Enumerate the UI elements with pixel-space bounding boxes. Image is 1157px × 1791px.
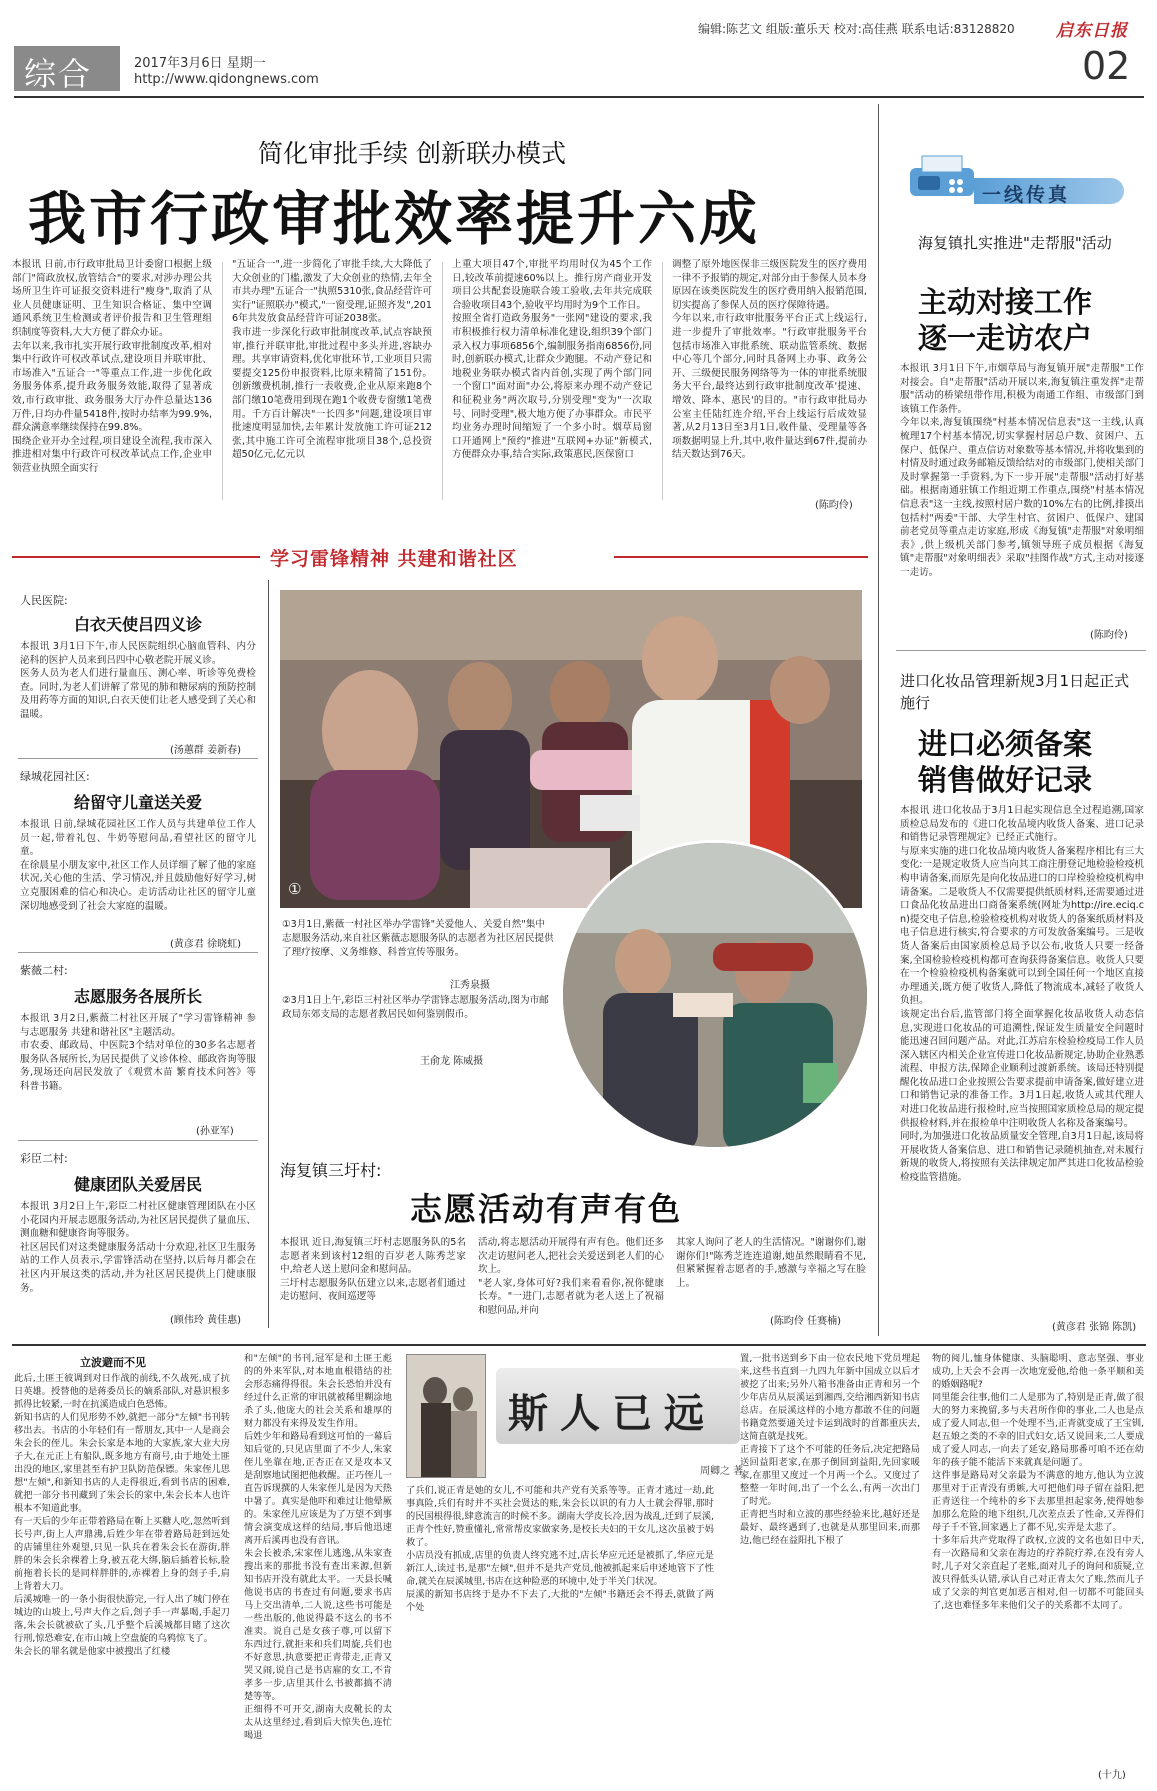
serial-top-rule bbox=[12, 1344, 1146, 1346]
lead-col-divider bbox=[442, 262, 443, 500]
lead-author: (陈昀伶) bbox=[815, 500, 853, 511]
serial-col-1: 此后,土匪王彼调到对日作战的前线,不久战死,成了抗日英雄。授替他的是蒋委员长的嫡系部队,对悬识根多抓得比较紧,一时在抗溪造成白色恐怖。 新知书店的人们见形势不妙,就把一部分"左倾"书刊转移出去。书店的小年轻们有一帮朋友,其中一人是商会朱会长的侄儿。朱会长家是本地的大家族,家大业大房子大,在元正上有船队,既多地方有商号,由于地处土匪出没的地区,家里甚至有护卫队防范保镖。朱家侄儿思想"左倾",和新知书店的人走得很近,看到书店的困难,就把一部分书刊藏到了朱会长的家中,朱会长本人也许根本不知道此事。 有一天后的少年正带着路局在靳上买糖人吃,忽然听到长号声,街上人声鼎沸,后姓少年在带着路局赶到远处的店铺里往外观望,只见一队兵在着朱会长在游街,胖胖的朱会长余裸着上身,被五花大绑,脑后插着长标,脸前拖着长长的是同样胖胖的,赤裸着上身的刽子手,肩上背着大刀。 后溪城唯一的一条小街很快游完,一行人出了城门停在城边的山坡上,号声大作之后,刽子手一声暴喝,手起刀落,朱会长就被砍了头,几乎整个后溪城都目睹了这次行刑,惊恐难安,在市山城上空盘旋的乌鸦惊飞了。 朱会长的罪名就是他家中被搜出了红楼 bbox=[14, 1373, 230, 1657]
serial-col-5: 物的阅儿,恤身体健康、头脑聪明、意志坚强、事业成功,上天会不会再一次地宠爱他,给他一条平顺和美的婚姻路呢? 同里能会往事,他们二人是那为了,特别是正青,做了很大的努力来挽留,多与夫君所作仰的事业,二人也是点成了爱人同志,但一个处理不当,正青就变成了王宝钏,赵五娘之类的不幸的旧式妇女,话又说回来,二人要成成了爱人同志,一向去了延安,路局那番可咱不还在幼年的孩子能不能活下来就真是问题了。 这件事是路局对父亲最为不满意的地方,他认为立波那里对于正青没有勇嫉,大可把他们母子留在益阳,把正青送往一个纯朴的乡下去那里担起家务,使得她参加那么危险的地下组织,几次差点丢了性命,又弄得们母子千不管,回家遇上了都不见,实弄是太悲了。 十多年后共产党取得了政权,立波的文名也如日中天,有一次路局和父亲在海边的疗养院疗养,在没有旁人时,儿子对父亲直起了老账,面对儿子的询问和质疑,立波只得低头认错,承认自己对正青太欠了账,然而儿子成了父亲的判官更加恶言相对,但一切都不可能回头了,这也难怪多年来他们父子的关系都不太同了。 bbox=[932, 1353, 1144, 1611]
serial-author: 周卿之 著 bbox=[700, 1466, 744, 1477]
village-dept: 海复镇三圩村: bbox=[280, 1161, 382, 1180]
lead-col-1: 本报讯 日前,市行政审批局卫计委窗口根据上级部门"简政放权,放管结合"的要求,对涉办理公共场所卫生许可证报交资料进行"瘦身",取消了从业人员健康证明、卫生知识合格证、集中空调通风系统卫生检测或者评价报告和卫生管理组织制度等资料,大大方便了群众办证。 去年以来,我市扎实开展行政审批制度改革,相对集中行政许可权改革试点,建设项目并联审批、市场准入"五证合一"等重点工作,进一步优化政务服务体系,提升政务服务效能,取得了显著成效,市行政审批、政务服务大厅办件总量达136万件,日均办件量5418件,按时办结率为99.9%,群众满意率继续保持在99.8%。 围绕企业开办全过程,项目建设全流程,我市深入推进相对集中行政许可权改革试点工作,企业申领营业执照全面实行 bbox=[12, 259, 212, 474]
side-story-divider bbox=[18, 952, 258, 953]
serial-heading: 立波避而不见 bbox=[80, 1356, 146, 1369]
section-label: 综合 bbox=[24, 55, 93, 93]
photo-credit-2: 王俞龙 陈威摄 bbox=[420, 1056, 484, 1067]
fax-icon bbox=[908, 154, 976, 198]
village-title: 志愿活动有声有色 bbox=[410, 1190, 683, 1228]
fax-story2-subtitle: 进口化妆品管理新规3月1日起正式施行 bbox=[900, 672, 1130, 712]
fax-story-divider bbox=[896, 650, 1146, 651]
side-story-author: (黄彦君 徐晓虹) bbox=[170, 939, 241, 950]
fax-story1-title-1: 主动对接工作 bbox=[918, 285, 1093, 319]
lead-col-3: 上重大项目47个,审批平均用时仅为45个工作日,较改革前提速60%以上。推行房产商业开发项目公共配套设施联合竣工验收,去年共完成联合验收项目43个,验收平均用时为9个工作日。 按照全省打造政务服务"一张网"建设的要求,我市积极推行权力清单标准化建设,组织39个部门录入权力事项6856个,编制服务指南6856份,同时,创新联办模式,让群众少跑腿。不动产登记和地税业务联办模式省内首创,实现了两个部门同一个窗口"面对面"办公,将原来办理不动产登记和征税业务"两次取号,分别受理"变为"一次取号、同时受理",极大地方便了办事群众。市民平均业务办理时间缩短了一个多小时。烟草局窗口开通网上"预约"推进"互联网+办证"新模式,方便群众办事,结合实际,政策惠民,医保窗口 bbox=[452, 259, 652, 461]
side-story-title: 白衣天使吕四义诊 bbox=[73, 615, 202, 634]
serial-episode: (十九) bbox=[1098, 1770, 1126, 1781]
side-story-dept: 紫薇二村: bbox=[20, 964, 68, 977]
side-story-body: 本报讯 3月2日上午,彩臣二村社区健康管理团队在小区小花园内开展志愿服务活动,为社区居民提供了量血压、测血糖和健康咨询等服务。 社区居民们对这类健康服务活动十分欢迎,社区卫生服务站的工作人员表示,学雷锋活动在坚持,以后每月都会在社区内开展这类的活动,并为社区居民提供上门健康服务。 bbox=[20, 1201, 256, 1294]
side-story-body: 本报讯 3月2日,紫薇二村社区开展了"学习雷锋精神 参与志愿服务 共建和谐社区"主题活动。 市农委、邮政局、中医院3个结对单位的30多名志愿者服务队各展所长,为居民提供了义诊体检、邮政咨询等服务,现场还向居民发放了《观赏木苗 繁育技术问答》等科普书籍。 bbox=[20, 1013, 256, 1092]
paper-name-logo: 启东日报 bbox=[1056, 21, 1128, 41]
banner-rule-right bbox=[614, 556, 868, 558]
fax-story2-title-1: 进口必须备案 bbox=[918, 727, 1093, 761]
photo-illustration bbox=[563, 843, 870, 1150]
side-story-body: 本报讯 日前,绿城花园社区工作人员与共建单位工作人员一起,带着礼包、牛奶等慰问品,看望社区的留守儿童。 在徐晨星小朋友家中,社区工作人员详细了解了他的家庭状况,关心他的生活、学习情况,并且鼓励他好好学习,树立克服困难的信心和决心。走访活动让社区的留守儿童深切地感受到了社会大家庭的温暖。 bbox=[20, 819, 256, 912]
fax-label: 一线传真 bbox=[982, 184, 1071, 206]
village-col-1: 本报讯 近日,海复镇三圩村志愿服务队的5名志愿者来到该村12组的百岁老人陈秀芝家中,给老人送上慰问金和慰问品。 三圩村志愿服务队伍建立以来,志愿者们通过走访慰问、夜间巡逻等 bbox=[280, 1237, 466, 1303]
fax-story1-body: 本报讯 3月1日下午,市烟草局与海复镇开展"走帮服"工作对接会。自"走帮服"活动开展以来,海复镇注重发挥"走帮服"活动的桥梁纽带作用,积极为南通工作组、市级部门到该镇工作条件。 今年以来,海复镇围绕"村基本情况信息表"这一主线,认真梳理17个村基本情况,切实掌握村居总户数、贫困户、五保户、低保户、重点信访对象数等基本情况,并将收集到的村情及时通过政务邮箱反馈给结对的市级部门,使相关部门及时掌握第一手资料,为下一步开展"走帮服"活动打好基础。根据南通驻镇工作组近期工作重点,围绕"村基本情况信息表"这一主线,按照村居户数的10%左右的比例,排摸出包括村"两委"干部、大学生村官、贫困户、低保户、建国前老党员等重点走访家庭,形成《海复镇"走帮服"对象明细表》,供上级机关部门参考,镇领导班子成员根据《海复镇"走帮服"对象明细表》采取"挂图作战"方式,主动对接逐一走访。 bbox=[900, 363, 1144, 578]
side-story-body: 本报讯 3月1日下午,市人民医院组织心脑血管科、内分泌科的医护人员来到吕四中心敬老院开展义诊。 医务人员为老人们进行量血压、测心率、听诊等免费检查。同时,为老人们讲解了常见的肺和糖尿病的预防控制及用药等方面的知识,白衣天使们让老人感受到了关心和温暖。 bbox=[20, 641, 256, 720]
fax-story2-author: (黄彦君 张锦 陈凯) bbox=[1052, 1322, 1137, 1333]
banner-title: 学习雷锋精神 共建和谐社区 bbox=[270, 548, 518, 570]
side-story-author: (孙亚军) bbox=[196, 1126, 234, 1137]
side-story-title: 志愿服务各展所长 bbox=[73, 987, 202, 1006]
lead-subtitle: 简化审批手续 创新联办模式 bbox=[258, 139, 566, 168]
village-col-2: 活动,将志愿活动开展得有声有色。他们还多次走访慰问老人,把社会关爱送到老人们的心坎上。 "老人家,身体可好?我们来看看你,祝你健康长寿。"一进门,志愿者就为老人送上了祝福和慰问品,并向 bbox=[478, 1237, 664, 1316]
lead-col-divider bbox=[222, 262, 223, 500]
photo-marker: ② bbox=[615, 1118, 629, 1136]
serial-portrait-photo bbox=[406, 1354, 486, 1478]
masthead-website[interactable]: http://www.qidongnews.com bbox=[134, 72, 319, 87]
lead-col-2: "五证合一",进一步简化了审批手续,大大降低了大众创业的门槛,激发了大众创业的热情,去年全市共办理"五证合一"执照5310张,食品经营许可实行"证照联办"模式,"一窗受理,证照齐发",2016年共发放食品经营许可证2038张。 我市进一步深化行政审批制度改革,试点容缺预审,推行并联审批,审批过程中多头并进,容缺办理。共享审请资料,优化审批环节,工业项目只需要提交125份申报资料,比原来精简了151份。创新缴费机制,推行一表收费,企业从原来跑8个部门缴10笔费用到现在跑1个收费专窗缴1笔费用。千方百计解决"一长四多"问题,建设项目审批速度明显加快,去年累计发放施工许可证212张,其中施工许可全流程审批项目38个,总投资超50亿元,亿元以 bbox=[232, 259, 432, 461]
section-tab bbox=[14, 46, 120, 91]
side-story-author: (顾伟玲 黄佳惠) bbox=[170, 1315, 241, 1326]
side-story-dept: 彩臣二村: bbox=[20, 1152, 68, 1165]
fax-story1-title-2: 逐一走访农户 bbox=[918, 321, 1093, 355]
lead-headline: 我市行政审批效率提升六成 bbox=[28, 185, 761, 253]
lead-col-4: 调整了原外地医保非三级医院发生的医疗费用一律不予报销的规定,对部分由于参保人员本身原因在该类医院发生的医疗费用纳入报销范围,切实提高了参保人员的医疗保障待遇。 今年以来,市行政审批服务平台正式上线运行,进一步提升了审批效率。"行政审批服务平台包括市场准入审批系统、联动监管系统、数据中心等几个部分,同时具备网上办事、政务公开、三级便民服务网络等为一体的审批系统服务大平台,最终达到行政审批制度改革'提速、增效、降本、惠民'的目的。"市行政审批局办公室主任陆红连介绍,平台上线运行后成效显著,从2月13日至3月1日,收件量、受理量等各项数据明显上升,其中,收件量达到67件,提前办结天数达到76天。 bbox=[672, 259, 867, 461]
photo-credit-1: 江秀泉摄 bbox=[450, 980, 490, 991]
photo-caption-1: ①3月1日,紫薇一村社区举办学雷锋"关爱他人、关爱自然"集中志愿服务活动,来自社区紫薇志愿服务队的志愿者为社区居民提供了理疗按摩、义务维修、科普宣传等服务。 bbox=[282, 919, 554, 958]
side-story-title: 给留守儿童送关爱 bbox=[73, 793, 202, 812]
serial-col-2: 和"左倾"的书刊,冠军是和土匪王彪的的外来军队,对本地血根错结的社会形态痛得得很。朱会长恐怕并没有经过什么正常的审讯就被稀里糊涂地杀了头,他庞大的社会关系和雄厚的财力都没有来得及发生作用。 后姓少年和路局看到这可怕的一幕后知后觉的,只见店里面了不少人,朱家侄儿坐靠在地,正杏正在又是攻本又是刮察地试图把他救醒。正巧侄儿一直告诉现撰的人朱家侄儿是因为天热中暑了。真实是他吓和难过让他晕厥的。朱家侄儿应该是为了万望不到事情会演变成这样的结局,事后他迅速离开后溪再也没有音讯。 朱会长被杀,宋家侄儿逃逸,从朱家查搜出来的那批书没有查出来源,但新知书店开没有就此太平。一天县长喊他说书店的书查过有问题,要求书店马上交出清单,二人说,这些书可能是一些出版的,他说得最不这么的书不准卖。说自己是女孩子尊,可以留下东西过行,就拒来和兵们周旋,兵们也不好意思,执意要把正青带走,正青又哭又闹,说自己是书店雇的女工,不肯孝多一步,店里其什么书被都搞不清楚等等。 正细得不可开交,湖南大皮靴长的太太从这里经过,看到后大惊失色,连忙喝退 bbox=[244, 1353, 392, 1741]
village-col-3: 其家人询问了老人的生活情况。"谢谢你们,谢谢你们!"陈秀芝连连道谢,她虽然眼睛看不见,但紧紧握着志愿者的手,感激与幸福之写在脸上。 bbox=[676, 1237, 866, 1289]
side-column-divider bbox=[268, 580, 269, 1328]
fax-story1-subtitle: 海复镇扎实推进"走帮服"活动 bbox=[918, 234, 1112, 252]
fax-story2-title-2: 销售做好记录 bbox=[918, 763, 1093, 797]
right-column-divider bbox=[878, 104, 879, 1336]
counterfeit-bill-photo bbox=[560, 840, 870, 1150]
side-story-dept: 人民医院: bbox=[20, 594, 68, 607]
masthead-editors: 编辑:陈艺文 组版:董乐天 校对:高佳燕 联系电话:83128820 bbox=[698, 22, 1015, 36]
side-story-title: 健康团队关爱居民 bbox=[73, 1175, 202, 1194]
serial-col-3: 了兵们,说正青是她的女儿,不可能和共产党有关系等等。正青才逃过一劫,此事真险,兵们有时并不买社会贤达的账,朱会长以识的有力人士就会得罪,那时的民国根得很,肆意流言的时候不多。湖南大学皮长冷,因为战乱,迁到了辰溪,正青个性好,赞重懂礼,常常帮皮家做家务,是校长夫妇的干女儿,这次虽被于妈救了。 小店员没有抓成,店里的负责人终究逃不过,店长华应元还是被抓了,华应元是新江人,读过书,是那"左倾",但并不是共产党员,他被抓起来后申述地管下了性命,就关在辰溪城里,书店在这种险恶的环境中,处于半关门状况。 辰溪的新知书店终于是办不下去了,大批的"左倾"书籍还会不得丢,就做了两个处 bbox=[406, 1485, 714, 1613]
fax-story2-body: 本报讯 进口化妆品于3月1日起实现信息全过程追溯,国家质检总局发布的《进口化妆品境内收货人备案、进口记录和销售记录管理规定》已经正式施行。 与原来实施的进口化妆品境内收货人备案程序相比有三大变化:一是规定收货人应当向其工商注册登记地检验检疫机构申请备案,而原先是向化妆品进口的口岸检验检疫机构申请备案。二是收货人不仅需要提供纸质材料,还需要通过进口食品化妆品进出口商备案系统(网址为http://ire.eciq.cn)提交电子信息,检验检疫机构对收货人的备案纸质材料及电子信息进行核实,符合要求的方可发放备案编号。三是收货人备案后由国家质检总局予以公布,收货人只要一经备案,全国检验检疫机构都可查询获得备案信息。收货人只要在一个检验检疫机构备案就可以到全国任何一个地区直接办理通关,既方便了收货人,降低了物流成本,减轻了收货人负担。 该规定出台后,监管部门将全面掌握化妆品收货人动态信息,实现进口化妆品的可追溯性,保证发生质量安全问题时能迅速召回问题产品。对此,江苏启东检验检疫局工作人员深入辖区内相关企业宣传进口化妆品新规定,协助企业熟悉流程、申报方法,保障企业顺利过渡新系统。该局还特别提醒化妆品进口企业按照公告要求提前申请备案,做好建立进口和销售记录的准备工作。3月1日起,收货人或其代理人对进口化妆品进行报检时,应当按照国家质检总局的规定提供报检材料,并在报检单中注明收货人名称及备案编号。 同时,为加强进口化妆品质量安全管理,自3月1日起,该局将开展收货人备案信息、进口和销售记录随机抽查,对未履行新规的收货人,将按照有关法律规定加严其进口化妆品检验检疫监管措施。 bbox=[900, 805, 1144, 1184]
lead-col-divider bbox=[662, 262, 663, 500]
serial-col-4: 置,一批书送到乡下由一位农民地下党员埋起来,这些书直到一九四九年新中国成立以后才被挖了出来;另外八箱书准备由正青和另一个少年店员从辰溪运到湘西,交给湘西新知书店总店。在辰溪这样的小地方都敢不住的问题书籍竟然要通关过卡运到战时的首都重庆去,这简直就是找死。 正青接下了这个不可能的任务后,决定把路局送回益阳老家,在那子倒回到益阳,先回家暖家,在那里又度过一个月两一个么。又度过了整整一年时间,出了一个么么,有两一次出门了时光。 正青把当时和立波的那些经验来比,越好还是最好、最终遇到了,也就是从那里回来,而那边,他已经在益阳扎下根了 bbox=[740, 1353, 920, 1546]
village-author: (陈昀伶 任赛楠) bbox=[770, 1316, 841, 1327]
side-story-dept: 绿城花园社区: bbox=[20, 770, 90, 783]
photo-caption-2: ②3月1日上午,彩臣三村社区举办学雷锋志愿服务活动,图为市邮政局东郊支局的志愿者教居民如何鉴别假币。 bbox=[282, 995, 549, 1020]
side-story-divider bbox=[18, 758, 258, 759]
masthead-date: 2017年3月6日 星期一 bbox=[134, 56, 266, 71]
page-number: 02 bbox=[1082, 44, 1131, 88]
photo-marker: ① bbox=[288, 880, 302, 898]
fax-story1-author: (陈昀伶) bbox=[1090, 630, 1128, 641]
side-story-author: (汤蕙群 姜新春) bbox=[170, 745, 241, 756]
serial-title: 斯人已远 bbox=[508, 1391, 716, 1437]
masthead-rule bbox=[14, 96, 1144, 98]
side-story-divider bbox=[18, 1140, 258, 1141]
banner-rule-left bbox=[12, 556, 260, 558]
